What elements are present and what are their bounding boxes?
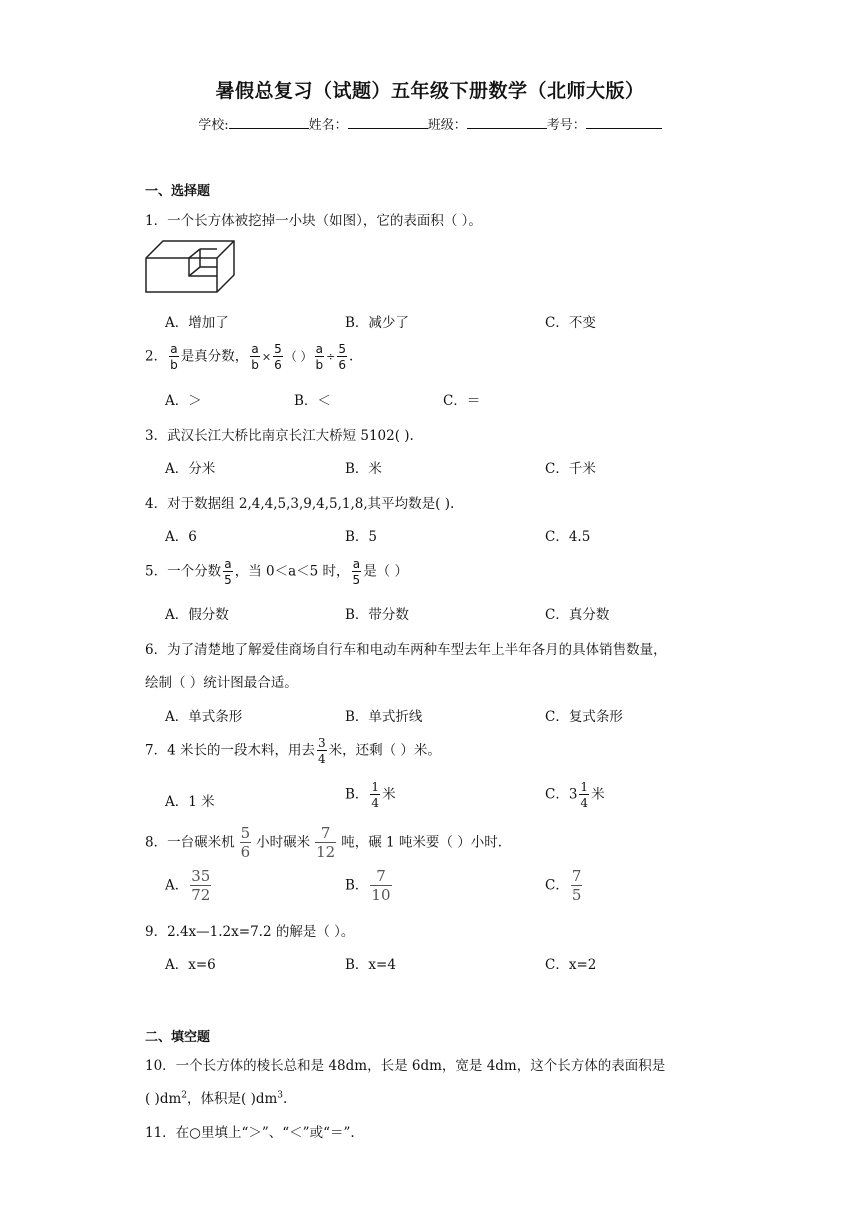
q5-option-b[interactable]: B．带分数 — [345, 607, 409, 623]
frac-denominator: 4 — [580, 796, 589, 810]
name-label: 姓名： — [308, 118, 348, 133]
frac-denominator: 10 — [371, 886, 391, 904]
fraction-a-over-5 — [352, 558, 362, 586]
q7-b-unit: 米 — [382, 786, 396, 803]
fraction-a-over-b — [250, 343, 260, 371]
frac-denominator: 5 — [224, 573, 232, 587]
q2-option-c[interactable]: C．＝ — [443, 393, 481, 409]
question-9: 9．2.4x—1.2x=7.2 的解是（ ）。 — [145, 924, 355, 940]
q8-option-b[interactable] — [345, 869, 394, 903]
q4-option-a[interactable]: A．6 — [165, 529, 197, 545]
question-1: 1．一个长方体被挖掉一小块（如图），它的表面积（ ）。 — [145, 213, 482, 229]
frac-denominator: 72 — [191, 886, 211, 904]
fraction-7-over-10 — [370, 869, 391, 903]
q5-text-1: 5．一个分数 — [145, 563, 222, 580]
q7-b-label: B． — [345, 786, 369, 803]
q8-text-1: 8．一台碾米机 — [145, 834, 235, 851]
frac-numerator: 7 — [315, 826, 336, 843]
frac-numerator: 1 — [580, 780, 589, 794]
section-choice-heading: 一、选择题 — [145, 184, 211, 199]
q1-option-a[interactable]: A．增加了 — [165, 315, 229, 331]
frac-denominator: 4 — [317, 752, 326, 766]
q6-option-a[interactable]: A．单式条形 — [165, 709, 243, 725]
frac-numerator: 35 — [191, 867, 211, 885]
q8-b-label: B． — [345, 877, 369, 894]
question-8 — [145, 826, 502, 860]
question-4: 4．对于数据组 2,4,4,5,3,9,4,5,1,8,其平均数是( ). — [145, 496, 455, 512]
q8-option-c[interactable] — [545, 869, 584, 903]
frac-denominator: 5 — [571, 886, 582, 904]
q8-text-3: 吨，碾 1 吨米要（ ）小时. — [341, 834, 502, 851]
frac-numerator: a — [352, 557, 361, 571]
q9-option-a[interactable]: A．x=6 — [165, 957, 216, 973]
section-fill-heading: 二、填空题 — [145, 1030, 211, 1045]
q1-option-c[interactable]: C．不变 — [545, 315, 596, 331]
school-blank[interactable] — [229, 115, 309, 129]
q8-c-label: C． — [545, 877, 569, 894]
q2-text-1: 是真分数， — [180, 348, 249, 365]
q7-option-c[interactable] — [545, 781, 605, 809]
frac-numerator: 7 — [370, 869, 391, 886]
fraction-1-over-4 — [579, 781, 589, 809]
question-10-line-1: 10．一个长方体的棱长总和是 48dm，长是 6dm，宽是 4dm，这个长方体的表面积是 — [145, 1058, 666, 1074]
q9-option-b[interactable]: B．x=4 — [345, 957, 396, 973]
fraction-a-over-b — [169, 343, 179, 371]
times-sign: × — [261, 350, 272, 364]
q2-option-b[interactable]: B．＜ — [294, 393, 331, 409]
q10-volume-blank: ，体积是( )dm — [187, 1091, 278, 1107]
fraction-5-over-6 — [337, 343, 347, 371]
q1-option-b[interactable]: B．减少了 — [345, 315, 409, 331]
frac-numerator: 5 — [240, 824, 251, 842]
question-11: 11．在○里填上“＞”、“＜”或“＝”. — [145, 1125, 355, 1141]
fraction-3-over-4 — [317, 737, 327, 765]
frac-denominator: b — [251, 358, 259, 372]
question-10-line-2 — [145, 1087, 287, 1107]
q3-option-b[interactable]: B．米 — [345, 461, 382, 477]
q7-c-unit: 米 — [591, 786, 605, 803]
frac-numerator: 5 — [338, 342, 347, 356]
q7-text-2: 米，还剩（ ）米。 — [328, 742, 441, 759]
q3-option-c[interactable]: C．千米 — [545, 461, 596, 477]
q5-text-2: ，当 0＜a＜5 时， — [234, 563, 350, 580]
exam-no-blank[interactable] — [586, 115, 662, 129]
q10-end: . — [283, 1091, 288, 1107]
q10-sup-3: 3 — [277, 1090, 284, 1101]
frac-denominator: 6 — [274, 358, 282, 372]
class-blank[interactable] — [467, 115, 547, 129]
question-3: 3．武汉长江大桥比南京长江大桥短 5102( ). — [145, 428, 414, 444]
q4-option-b[interactable]: B．5 — [345, 529, 378, 545]
class-label: 班级： — [427, 118, 467, 133]
frac-denominator: 5 — [352, 573, 361, 587]
frac-denominator: b — [315, 358, 324, 372]
q2-end: . — [349, 348, 354, 365]
frac-denominator: b — [170, 358, 178, 372]
name-blank[interactable] — [348, 115, 428, 129]
q3-option-a[interactable]: A．分米 — [165, 461, 216, 477]
q5-text-3: 是（ ） — [363, 563, 408, 580]
q5-option-a[interactable]: A．假分数 — [165, 607, 229, 623]
q6-option-b[interactable]: B．单式折线 — [345, 709, 423, 725]
school-label: 学校: — [198, 118, 229, 133]
q8-a-label: A． — [165, 877, 189, 894]
q10-sup-2: 2 — [181, 1090, 188, 1101]
frac-numerator: 7 — [571, 867, 582, 885]
q6-option-c[interactable]: C．复式条形 — [545, 709, 623, 725]
question-6-line-1: 6．为了清楚地了解爱佳商场自行车和电动车两种车型去年上半年各月的具体销售数量， — [145, 642, 667, 658]
frac-numerator: a — [251, 342, 259, 356]
q10-area-blank: ( )dm — [145, 1091, 182, 1107]
q7-c-label: C．3 — [545, 786, 578, 803]
question-6-line-2: 绘制（ ）统计图最合适。 — [145, 675, 298, 691]
fraction-a-over-5 — [223, 558, 233, 586]
q2-paren: （ ） — [284, 349, 313, 364]
frac-numerator: 3 — [317, 736, 326, 750]
q7-text-1: 7．4 米长的一段木料，用去 — [145, 742, 315, 759]
frac-numerator: a — [170, 342, 178, 356]
page-title: 暑假总复习（试题）五年级下册数学（北师大版） — [215, 80, 645, 102]
question-5 — [145, 558, 408, 586]
fraction-5-over-6 — [240, 826, 252, 860]
fraction-7-over-5 — [571, 869, 583, 903]
frac-denominator: 6 — [240, 843, 251, 861]
fraction-1-over-4 — [370, 781, 380, 809]
fraction-a-over-b — [315, 343, 325, 371]
q7-option-a[interactable]: A．1 米 — [165, 794, 215, 810]
q9-option-c[interactable]: C．x=2 — [545, 957, 597, 973]
q4-option-c[interactable]: C．4.5 — [545, 529, 591, 545]
exam-no-label: 考号： — [546, 118, 586, 133]
frac-denominator: 12 — [316, 843, 336, 861]
frac-numerator: 1 — [371, 780, 380, 794]
student-info-line — [0, 114, 860, 133]
q2-option-a[interactable]: A．＞ — [165, 393, 202, 409]
fraction-5-over-6 — [273, 343, 283, 371]
frac-denominator: 4 — [371, 796, 380, 810]
q8-text-2: 小时碾米 — [256, 834, 311, 851]
frac-denominator: 6 — [338, 358, 347, 372]
q7-option-b[interactable] — [345, 781, 396, 809]
cuboid-figure — [145, 240, 235, 294]
q5-option-c[interactable]: C．真分数 — [545, 607, 610, 623]
q2-number: 2． — [145, 348, 168, 365]
fraction-7-over-12 — [315, 826, 336, 860]
divide-sign: ÷ — [326, 350, 336, 364]
frac-numerator: a — [224, 557, 232, 571]
frac-numerator: 5 — [274, 342, 282, 356]
question-2 — [145, 343, 353, 371]
question-7 — [145, 737, 441, 765]
frac-numerator: a — [315, 342, 324, 356]
fraction-35-over-72 — [190, 869, 211, 903]
q8-option-a[interactable] — [165, 869, 213, 903]
